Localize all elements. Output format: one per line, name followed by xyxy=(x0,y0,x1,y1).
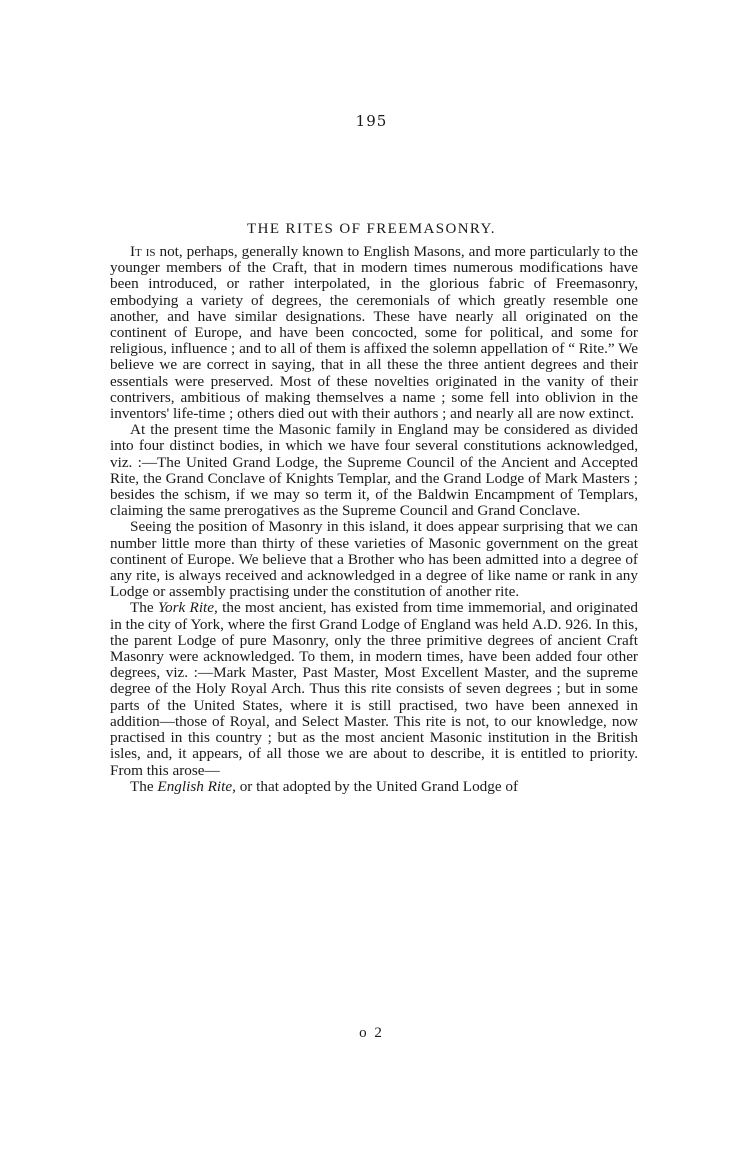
paragraph-4-text-a: the most ancient, has existed from time immemorial, and originated in the city of York, where the first Grand Lodge of England was held xyxy=(110,599,638,633)
anno-domini: A.D. xyxy=(532,615,562,633)
signature-mark: o 2 xyxy=(359,1025,384,1041)
article-title: THE RITES OF FREEMASONRY. xyxy=(247,221,496,237)
paragraph-4 xyxy=(110,600,638,778)
paragraph-5-text: or that adopted by the United Grand Lodge of xyxy=(235,777,519,795)
paragraph-4-pre: The xyxy=(130,599,158,617)
article-body xyxy=(110,244,638,795)
paragraph-1-lead: It is xyxy=(130,243,156,260)
york-rite-term: York Rite, xyxy=(157,599,218,617)
paragraph-2: At the present time the Masonic family in England may be considered as divided into four distinct bodies, in which we have four several constitutions acknowledged, viz. :—The United Grand Lodge, the Supreme Council of the Ancient and Accepted Rite, the Grand Conclave of Knights Templar, and the Grand Lodge of Mark Masters ; besides the schism, if we may so term it, of the Baldwin Encampment of Templars, claiming the same prerogatives as the Supreme Council and Grand Conclave. xyxy=(110,421,638,520)
paragraph-1 xyxy=(110,244,638,422)
paragraph-1-text: not, perhaps, generally known to English Masons, and more particularly to the younger members of the Craft, that in modern times numerous modifications have been introduced, or rather interpolated, in the glorious fabric of Freemasonry, embodying a variety of degrees, the ceremonials of which greatly resemble one another, and have similar designations. These have nearly all originated on the continent of Europe, and have been concocted, some for political, and some for religious, influence ; and to all of them is affixed the solemn appellation of “ Rite.” We believe we are correct in saying, that in all these the three antient degrees and their essentials were preserved. Most of these novelties originated in the vanity of their contrivers, ambitious of making themselves a name ; some fell into oblivion in the inventors' life-time ; others died out with their authors ; and nearly all are now extinct. xyxy=(110,243,638,423)
paragraph-5 xyxy=(110,779,638,795)
paragraph-4-text-b: 926. In this, the parent Lodge of pure Masonry, only the three primitive degrees of ancient Craft Masonry were acknowledged. To them, in modern times, have been added four other degrees, viz. :—Mark Master, Past Master, Most Excellent Master, and the supreme degree of the Holy Royal Arch. Thus this rite consists of seven degrees ; but in some parts of the United States, where it is still practised, two have been annexed in addition—those of Royal, and Select Master. This rite is not, to our knowledge, now practised in this country ; but as the most ancient Masonic institution in the British isles, and, it appears, of all those we are about to describe, it is entitled to priority. From this arose— xyxy=(110,615,638,779)
page-number: 195 xyxy=(355,112,388,130)
english-rite-term: English Rite, xyxy=(157,777,236,795)
paragraph-3: Seeing the position of Masonry in this island, it does appear surprising that we can number little more than thirty of these varieties of Masonic government on the great continent of Europe. We believe that a Brother who has been admitted into a degree of any rite, is always received and acknowledged in a degree of like name or rank in any Lodge or assembly practising under the constitution of another rite. xyxy=(110,518,638,601)
paragraph-5-pre: The xyxy=(130,777,158,795)
